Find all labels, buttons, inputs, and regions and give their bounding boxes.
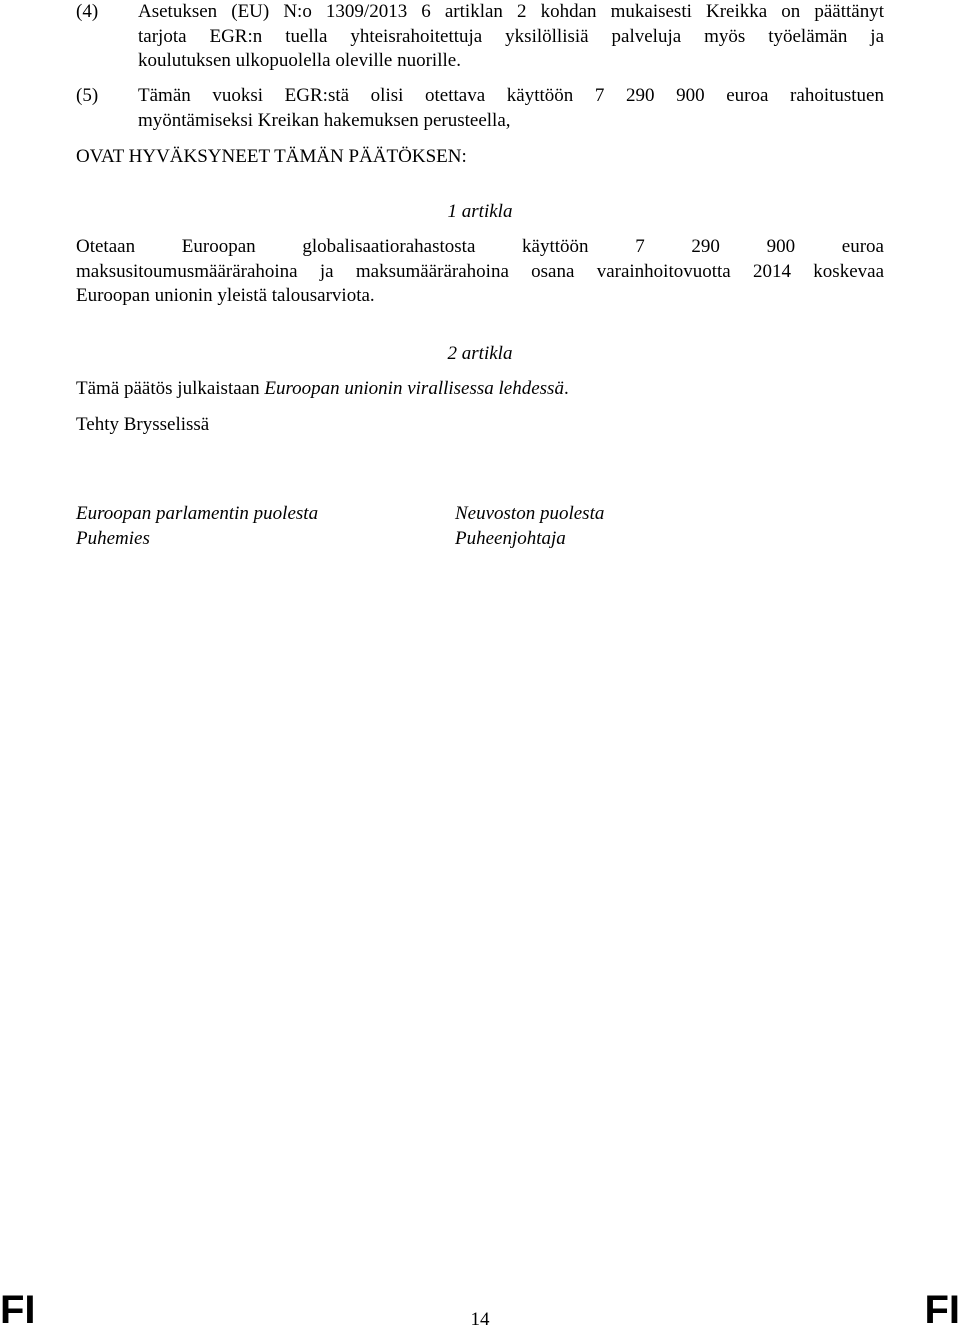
recital-text: [138, 0, 884, 74]
signature-institution: Neuvoston puolesta: [455, 503, 605, 524]
official-journal-title: Euroopan unionin virallisessa lehdessä: [264, 378, 564, 399]
recital-5: [76, 84, 884, 133]
recital-4: [76, 0, 884, 74]
recital-line: koulutuksen ulkopuolella oleville nuorille.: [138, 50, 461, 71]
article-2-end: .: [563, 378, 569, 399]
signature-institution: Euroopan parlamentin puolesta: [76, 503, 319, 524]
recital-line: Tämän vuoksi EGR:stä olisi otettava käyttöön 7 290 900 euroa rahoitustuen: [138, 85, 884, 106]
signature-role: Puheenjohtaja: [455, 527, 566, 549]
recital-text: [138, 84, 884, 133]
article-2-plain: Tämä päätös julkaistaan: [76, 378, 265, 399]
article-2-heading: 2 artikla: [447, 343, 513, 364]
signature-council: [455, 502, 604, 551]
page-number: 14: [470, 1309, 490, 1330]
article-line: Otetaan Euroopan globalisaatiorahastosta käyttöön 7 290 900 euroa: [76, 236, 884, 257]
article-line: Euroopan unionin yleistä talousarviota.: [76, 285, 375, 306]
footer-language-right: FI: [924, 1288, 960, 1332]
footer-language-left: FI: [0, 1288, 36, 1332]
article-1-text: [76, 235, 884, 309]
done-at: Tehty Brysselissä: [76, 414, 210, 435]
recital-line: tarjota EGR:n tuella yhteisrahoitettuja yksilöllisiä palveluja myös työelämän ja: [138, 25, 884, 47]
recital-line: myöntämiseksi Kreikan hakemuksen perusteella,: [138, 109, 511, 131]
article-line: maksusitoumusmäärärahoina ja maksumäärärahoina osana varainhoitovuotta 2014 koskevaa: [76, 260, 884, 282]
recital-line: Asetuksen (EU) N:o 1309/2013 6 artiklan 2 kohdan mukaisesti Kreikka on päättänyt: [138, 1, 884, 22]
enacting-formula: OVAT HYVÄKSYNEET TÄMÄN PÄÄTÖKSEN:: [76, 146, 467, 167]
article-2-text: [76, 377, 884, 402]
signature-role: Puhemies: [76, 527, 150, 549]
article-1-heading: 1 artikla: [447, 201, 513, 222]
signature-parliament: [76, 502, 318, 551]
recital-number: (4): [76, 1, 99, 22]
recital-number: (5): [76, 85, 99, 106]
